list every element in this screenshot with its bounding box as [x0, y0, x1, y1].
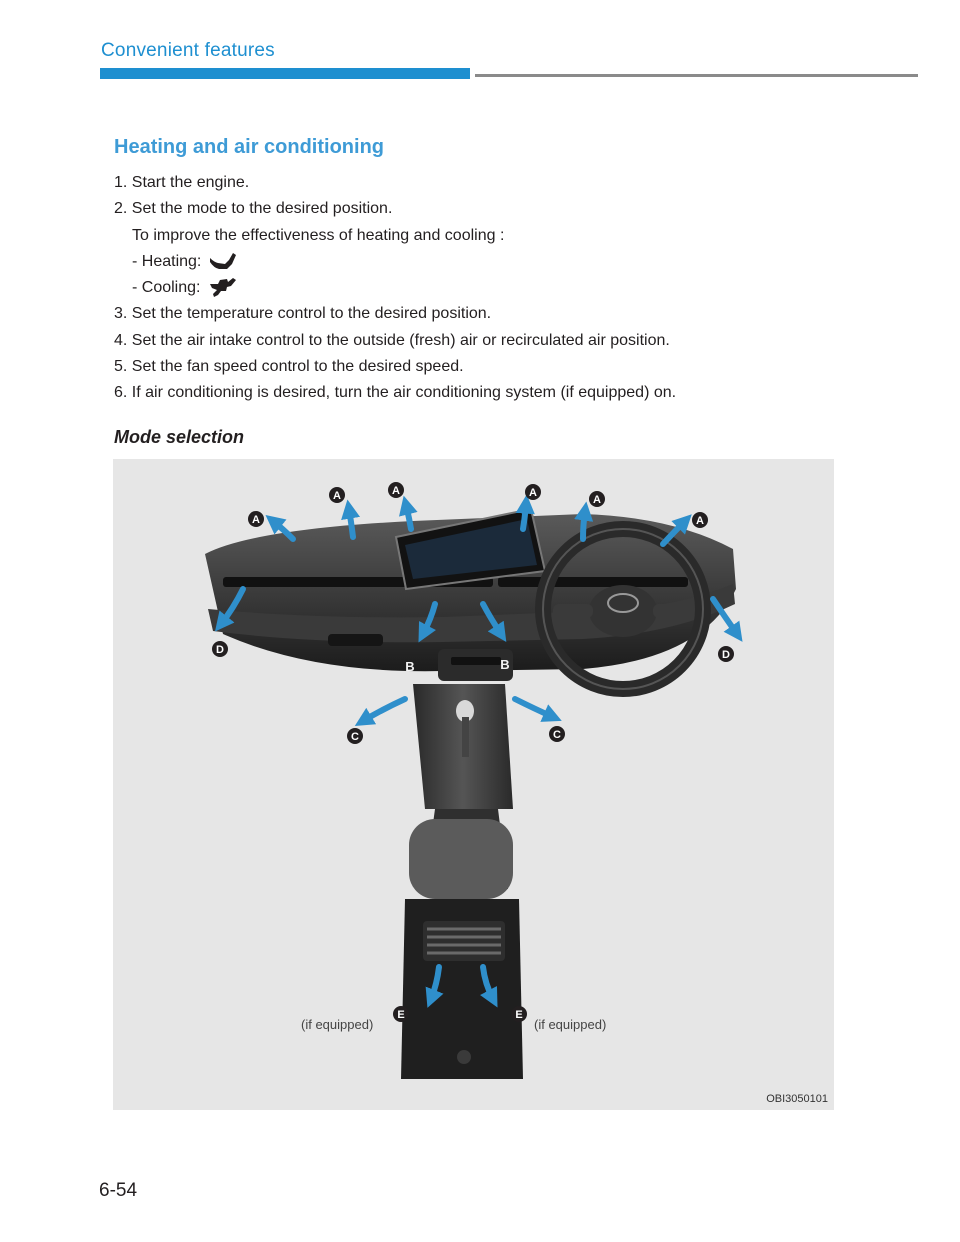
vent-label-a-5: A — [593, 494, 601, 506]
vent-label-e-1: E — [397, 1009, 405, 1021]
figure-code: OBI3050101 — [766, 1093, 828, 1105]
step-2: 2. Set the mode to the desired position. — [114, 200, 393, 218]
header-bar-rule — [475, 74, 918, 77]
header-bar-accent — [100, 68, 470, 79]
vent-diagram — [113, 459, 834, 1110]
vent-label-a-4: A — [529, 487, 537, 499]
step-5: 5. Set the fan speed control to the desired speed. — [114, 358, 464, 376]
section-title: Convenient features — [101, 40, 275, 61]
mode-selection-heading: Mode selection — [114, 427, 245, 447]
step-4: 4. Set the air intake control to the outside (fresh) air or recirculated air position. — [114, 331, 670, 349]
vent-diagram-illustration — [113, 459, 834, 1110]
vent-label-a-3: A — [392, 485, 400, 497]
bi-level-mode-icon — [208, 277, 238, 299]
floor-mode-icon — [209, 252, 237, 272]
step-6: 6. If air conditioning is desired, turn the air conditioning system (if equipped) on. — [114, 384, 677, 402]
vent-label-a-1: A — [252, 514, 260, 526]
step-1: 1. Start the engine. — [114, 174, 250, 191]
page-heading: Heating and air conditioning — [114, 136, 384, 158]
vent-label-b-1: B — [405, 659, 415, 674]
step-3: 3. Set the temperature control to the desired position. — [114, 305, 492, 323]
vent-label-c-1: C — [351, 731, 359, 743]
vent-label-c-2: C — [553, 729, 561, 741]
page-number: 6-54 — [99, 1180, 138, 1201]
vent-label-b-2: B — [500, 657, 510, 672]
vent-label-a-2: A — [333, 490, 341, 502]
step-2-note: To improve the effectiveness of heating and cooling : — [132, 226, 505, 244]
vent-label-e-2: E — [515, 1009, 523, 1021]
heating-label: - Heating: — [132, 252, 202, 270]
heating-item — [114, 249, 904, 275]
vent-label-d-1: D — [216, 644, 224, 656]
vent-label-d-2: D — [722, 649, 730, 661]
cooling-item — [114, 275, 904, 301]
if-equipped-note-right: (if equipped) — [534, 1017, 607, 1032]
vent-label-a-6: A — [696, 515, 704, 527]
cooling-label: - Cooling: — [132, 279, 201, 297]
steps-list — [114, 170, 904, 407]
if-equipped-note-left: (if equipped) — [301, 1017, 374, 1032]
